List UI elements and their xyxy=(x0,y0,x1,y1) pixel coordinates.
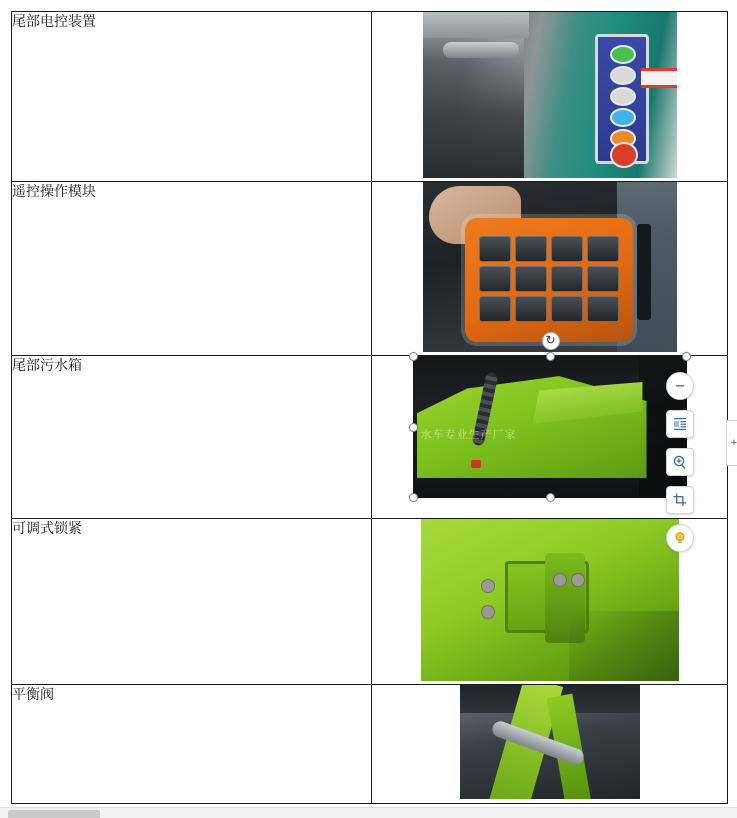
minus-icon xyxy=(674,380,686,392)
remote-key xyxy=(479,236,511,262)
remote-key xyxy=(515,266,547,292)
panel-button-emergency-stop xyxy=(610,142,638,168)
table-row xyxy=(12,356,728,519)
remote-key xyxy=(551,236,583,262)
remote-key xyxy=(587,266,619,292)
panel-button-blue xyxy=(610,108,636,127)
right-edge-panel[interactable]: + xyxy=(726,420,737,466)
row-label-text: 遥控操作模块 xyxy=(12,183,96,199)
table-row xyxy=(12,182,728,356)
zoom-in-button[interactable] xyxy=(666,448,694,476)
table-row xyxy=(12,12,728,182)
control-panel-region xyxy=(595,34,649,164)
remote-control-module-photo[interactable] xyxy=(423,182,677,352)
specification-table xyxy=(11,11,728,804)
quick-actions-button[interactable] xyxy=(666,524,694,552)
row-label-cell xyxy=(12,12,372,182)
adjustable-locking-device-photo[interactable] xyxy=(421,519,679,681)
row-label-text: 尾部污水箱 xyxy=(12,357,82,373)
table-row xyxy=(12,519,728,685)
text-wrap-icon xyxy=(672,416,688,432)
remote-key xyxy=(551,296,583,322)
bottom-bar xyxy=(0,807,737,818)
row-media-cell xyxy=(372,182,728,356)
watermark-text: 水车专业生产厂家 xyxy=(420,429,517,441)
row-label-text: 尾部电控装置 xyxy=(12,13,96,29)
table-row xyxy=(12,685,728,804)
tail-electric-control-panel-photo[interactable] xyxy=(423,12,677,178)
row-label-cell xyxy=(12,182,372,356)
row-media-cell xyxy=(372,685,728,804)
row-label-text: 可调式锁紧 xyxy=(12,520,82,536)
remote-key xyxy=(515,236,547,262)
resize-handle-bottom-left[interactable] xyxy=(409,493,418,502)
crop-icon xyxy=(672,492,688,508)
row-label-text: 平衡阀 xyxy=(12,686,54,702)
bolt xyxy=(481,605,495,619)
panel-button-white-1 xyxy=(610,66,636,85)
resize-handle-top-left[interactable] xyxy=(409,352,418,361)
panel-button-white-2 xyxy=(610,87,636,106)
taskbar-item[interactable] xyxy=(8,810,100,818)
balance-valve-photo[interactable] xyxy=(460,685,640,799)
resize-handle-top-right[interactable] xyxy=(682,352,691,361)
selected-image-wrapper[interactable] xyxy=(413,333,687,498)
panel-button-green xyxy=(610,45,636,64)
bolt xyxy=(553,573,567,587)
photo-duct-region xyxy=(443,42,519,58)
row-label-cell xyxy=(12,356,372,519)
magnifier-plus-icon xyxy=(672,454,688,470)
remote-key xyxy=(515,296,547,322)
reflective-stripe xyxy=(641,68,677,88)
layout-options-button[interactable] xyxy=(666,410,694,438)
red-marker-region xyxy=(471,460,481,468)
resize-handle-top-center[interactable] xyxy=(546,352,555,361)
remote-keypad xyxy=(479,236,619,322)
remote-key xyxy=(587,236,619,262)
bolt xyxy=(481,579,495,593)
photo-ceiling-region xyxy=(423,12,530,38)
remote-key xyxy=(479,266,511,292)
shoulder-strap-region xyxy=(637,224,651,320)
remote-key xyxy=(551,266,583,292)
remote-key xyxy=(479,296,511,322)
photo-shadow-region xyxy=(569,611,679,681)
row-label-cell xyxy=(12,519,372,685)
collapse-minus-button[interactable] xyxy=(666,372,694,400)
lightbulb-icon xyxy=(672,530,688,546)
image-floating-toolbar[interactable] xyxy=(666,372,694,552)
tail-sewage-tank-photo[interactable] xyxy=(413,356,687,498)
resize-handle-middle-left[interactable] xyxy=(409,423,418,432)
remote-body-region xyxy=(465,218,633,342)
row-media-cell xyxy=(372,12,728,182)
resize-handle-bottom-center[interactable] xyxy=(546,493,555,502)
rotate-handle[interactable]: ↻ xyxy=(542,332,560,350)
crop-button[interactable] xyxy=(666,486,694,514)
remote-key xyxy=(587,296,619,322)
bolt xyxy=(571,573,585,587)
row-label-cell xyxy=(12,685,372,804)
